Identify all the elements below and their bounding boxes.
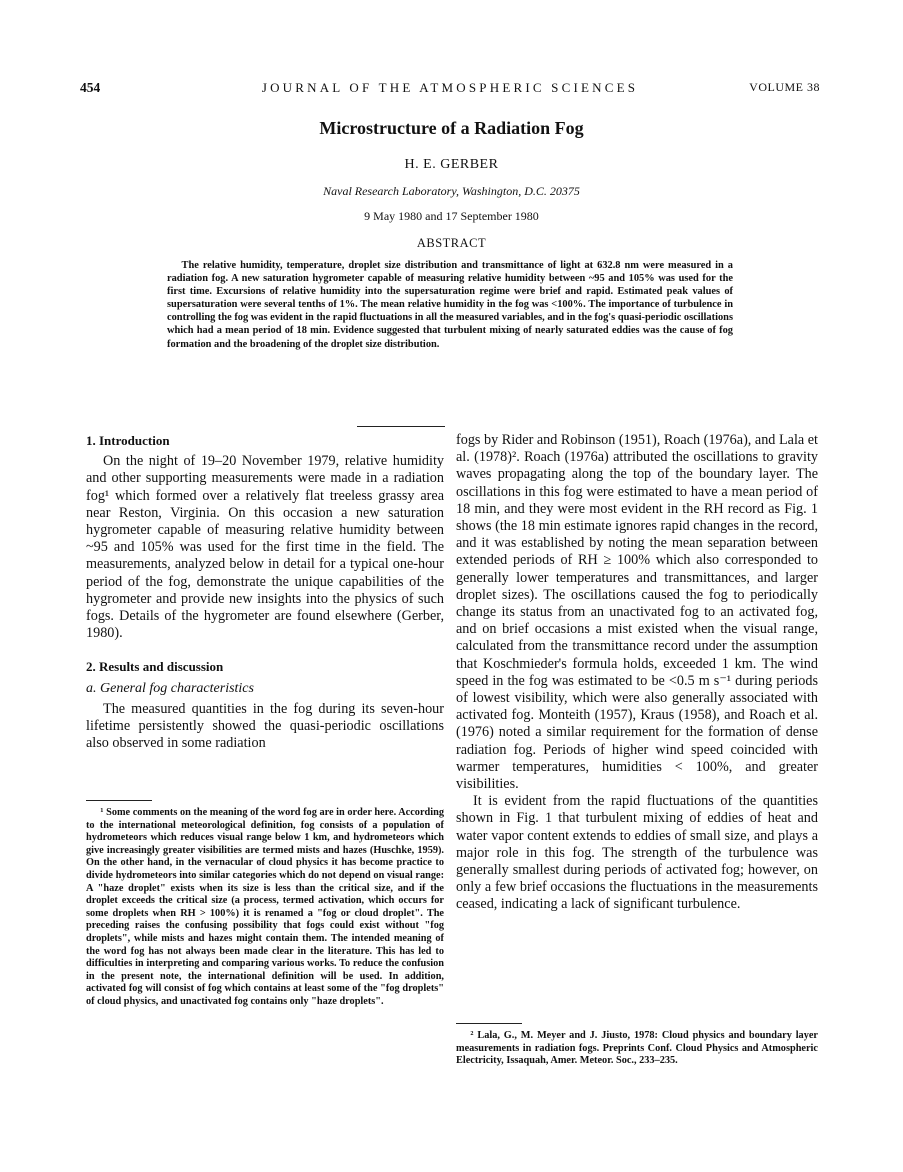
- author-affiliation: Naval Research Laboratory, Washington, D.C. 20375: [323, 184, 580, 198]
- subsection-a-paragraph: The measured quantities in the fog during its seven-hour lifetime persistently showed the quasi-periodic oscillations also observed in some radiation: [86, 700, 444, 752]
- body-paragraph-continued: fogs by Rider and Robinson (1951), Roach (1976a), and Lala et al. (1978)². Roach (1976a) attributed the oscillations to gravity waves propagating along the top of the boundary layer. The oscillations in this fog were estimated to have a mean period of 18 min, and they were most evident in the RH record as Fig. 1 shows (the 18 min estimate ignores rapid changes in the record, and it was established by noting the mean separation between extended periods of RH ≥ 100% which also corresponded to generally lower temperatures and transmittances, and larger droplet sizes). The oscillations caused the fog to periodically change its status from an unactivated fog to an activated fog, and on brief occasions a mist existed when the visual range, calculated from the transmittance record under the assumption that Koschmieder's formula holds, exceeded 1 km. The wind speed in the fog was estimated to be <0.5 m s⁻¹ during periods of lowest visibility, which were also generally associated with activated fog. Monteith (1957), Kraus (1958), and Roach et al. (1976) noted a similar requirement for the formation of dense radiation fog. Periods of higher wind speed coincided with warmer temperatures, humidities < 100%, and greater visibilities.: [456, 432, 818, 793]
- right-column: [456, 432, 818, 914]
- volume-label: VOLUME 38: [749, 80, 820, 94]
- author-name: H. E. GERBER: [404, 157, 499, 172]
- body-paragraph-turbulence: It is evident from the rapid fluctuations of the quantities shown in Fig. 1 that turbulent mixing of eddies of heat and water vapor content extends to eddies of small size, and plays a major role in this fog. The strength of the turbulence was generally smallest during periods of activated fog; however, on only a few brief occasions the fluctuations in the measurements ceased, indicating a lack of significant turbulence.: [456, 793, 818, 913]
- abstract-heading: ABSTRACT: [416, 236, 487, 250]
- footnote-2: [456, 1023, 818, 1068]
- footnote-1: [86, 800, 444, 1009]
- abstract-text: The relative humidity, temperature, droplet size distribution and transmittance of light at 632.8 nm were measured in a radiation fog. A new saturation hygrometer capable of measuring relative humidity between ~95 and 105% was used for the first time. Excursions of relative humidity into the supersaturation regime were brief and rapid. Estimated peak values of supersaturation were several tenths of 1%. The mean relative humidity in the fog was <100%. The importance of turbulence in controlling the fog was evident in the rapid fluctuations in all the measured variables, and in the fog's quasi-periodic oscillations which had a mean period of 18 min. Evidence suggested that turbulent mixing of nearly saturated eddies was the cause of fog formation and the broadening of the droplet size distribution.: [167, 260, 733, 350]
- page-number: 454: [80, 80, 101, 95]
- abstract-block: [167, 259, 733, 351]
- paper-title: Microstructure of a Radiation Fog: [319, 118, 584, 138]
- results-heading: 2. Results and discussion: [86, 659, 224, 675]
- intro-paragraph: On the night of 19–20 November 1979, relative humidity and other supporting measurements were made in a radiation fog¹ which formed over a relatively flat treeless grassy area near Reston, Virginia. On this occasion a new saturation hygrometer capable of measuring relative humidity between ~95 and 105% was used for the first time in the field. The measurements, analyzed below in detail for a typical one-hour period of the fog, demonstrate the unique capabilities of the hygrometer and provide new insights into the physics of such fogs. Details of the hygrometer are found elsewhere (Gerber, 1980).: [86, 453, 444, 642]
- intro-heading: 1. Introduction: [86, 433, 170, 448]
- left-column: [86, 432, 444, 752]
- received-dates: 9 May 1980 and 17 September 1980: [364, 209, 539, 223]
- subsection-a-heading: a. General fog characteristics: [86, 680, 254, 696]
- footnote-rule: [456, 1023, 522, 1024]
- footnote-1-text: ¹ Some comments on the meaning of the word fog are in order here. According to the international meteorological definition, fog consists of a population of hydrometeors which reduces visual range below 1 km, and hydrometeors which give increasingly greater visibilities are termed mists and hazes (Huschke, 1959). On the other hand, in the vernacular of cloud physics it has become practice to divide hydrometeors into similar categories which do not depend on visual range: A "haze droplet" exists when its size is less than the critical size, and if the droplet exceeds the critical size (a process, termed activation, which occurs for some droplets when RH > 100%) it is renamed a "fog or cloud droplet". The preceding raises the confusing possibility that fogs could exist without "fog droplets", while mists and hazes might contain them. The intended meaning of the word fog has not always been made clear in the literature. This has led to difficulties in interpreting and comparing various works. To reduce the confusion in the present note, the international definition will be used. In addition, activated fog will consist of fog which contains at least some of the "fog droplets" of cloud physics, and unactivated fog contains only "haze droplets".: [86, 807, 444, 1007]
- running-header: [80, 80, 820, 102]
- journal-name: JOURNAL OF THE ATMOSPHERIC SCIENCES: [261, 80, 639, 95]
- section-divider: [357, 426, 445, 427]
- footnote-rule: [86, 800, 152, 801]
- footnote-2-text: ² Lala, G., M. Meyer and J. Jiusto, 1978: Cloud physics and boundary layer measurements in radiation fogs. Preprints Conf. Cloud Physics and Atmospheric Electricity, Issaquah, Amer. Meteor. Soc., 233–235.: [456, 1030, 818, 1067]
